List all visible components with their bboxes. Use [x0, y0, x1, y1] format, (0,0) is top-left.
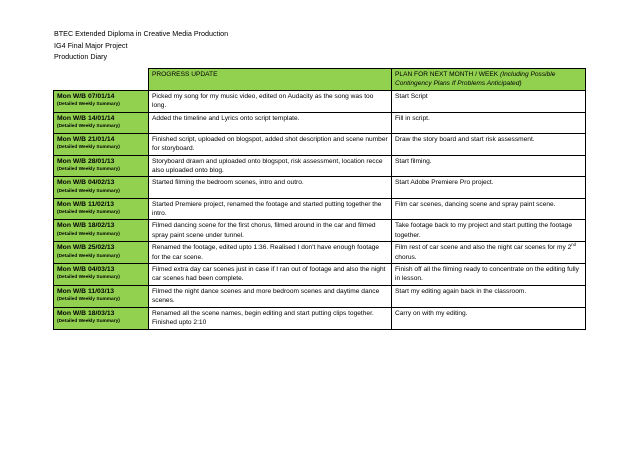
- plan-cell: [392, 242, 586, 264]
- summary-label: (Detailed Weekly Summary): [57, 145, 120, 151]
- progress-cell: Started filming the bedroom scenes, intro and outro.: [149, 177, 392, 198]
- table-row: [54, 155, 586, 177]
- week-date-cell: [54, 155, 149, 177]
- summary-label: (Detailed Weekly Summary): [57, 275, 120, 281]
- table-row: [54, 220, 586, 242]
- week-date: Mon W/B 18/02/13: [57, 222, 115, 230]
- week-date-cell: [54, 264, 149, 286]
- progress-cell: Renamed the footage, edited upto 1:36. Realised I don't have enough footage for the car scene.: [149, 242, 392, 264]
- plan-text-end: chorus.: [395, 253, 417, 261]
- week-date: Mon W/B 14/01/14: [57, 114, 115, 122]
- progress-cell: Started Premiere project, renamed the footage and started putting together the intro.: [149, 198, 392, 220]
- progress-cell: Filmed dancing scene for the first chorus, filmed around in the car and filmed spray paint scene under tunnel.: [149, 220, 392, 242]
- summary-label: (Detailed Weekly Summary): [57, 102, 120, 108]
- week-date-cell: [54, 285, 149, 307]
- plan-cell: Carry on with my editing.: [392, 307, 586, 329]
- summary-label: (Detailed Weekly Summary): [57, 231, 120, 237]
- progress-cell: Added the timeline and Lyrics onto script template.: [149, 112, 392, 133]
- week-date: Mon W/B 07/01/14: [57, 92, 115, 100]
- plan-header: [392, 69, 586, 91]
- project-title: IG4 Final Major Project: [54, 40, 128, 50]
- week-date-cell: [54, 198, 149, 220]
- progress-cell: Picked my song for my music video, edited on Audacity as the song was too long.: [149, 90, 392, 112]
- plan-cell: Start Adobe Premiere Pro project.: [392, 177, 586, 198]
- table-row: [54, 90, 586, 112]
- plan-cell: Fill in script.: [392, 112, 586, 133]
- plan-cell: Start my editing again back in the classroom.: [392, 285, 586, 307]
- table-row: [54, 133, 586, 155]
- week-date-cell: [54, 112, 149, 133]
- summary-label: (Detailed Weekly Summary): [57, 297, 120, 303]
- week-date-cell: [54, 90, 149, 112]
- table-row: [54, 242, 586, 264]
- progress-cell: Finished script, uploaded on blogspot, added shot description and scene number for storyboard.: [149, 133, 392, 155]
- summary-label: (Detailed Weekly Summary): [57, 167, 120, 173]
- week-date-cell: [54, 242, 149, 264]
- week-date: Mon W/B 04/03/13: [57, 266, 115, 274]
- progress-cell: Renamed all the scene names, begin editing and start putting clips together. Finished upto 2:10: [149, 307, 392, 329]
- table-row: [54, 198, 586, 220]
- week-date: Mon W/B 11/02/13: [57, 200, 115, 208]
- week-date-cell: [54, 307, 149, 329]
- plan-cell: Draw the story board and start risk assessment.: [392, 133, 586, 155]
- summary-label: (Detailed Weekly Summary): [57, 210, 120, 216]
- summary-label: (Detailed Weekly Summary): [57, 319, 120, 325]
- week-date: Mon W/B 25/02/13: [57, 244, 115, 252]
- plan-cell: Start Script: [392, 90, 586, 112]
- document-header: [54, 28, 228, 63]
- course-title: BTEC Extended Diploma in Creative Media Production: [54, 29, 229, 38]
- week-date: Mon W/B 21/01/14: [57, 135, 115, 143]
- summary-label: (Detailed Weekly Summary): [57, 253, 120, 259]
- plan-cell: Finish off all the filming ready to concentrate on the editing fully in lesson.: [392, 264, 586, 286]
- progress-update-header: PROGRESS UPDATE: [149, 69, 392, 91]
- week-date-cell: [54, 177, 149, 198]
- progress-cell: Filmed the night dance scenes and more bedroom scenes and daytime dance scenes.: [149, 285, 392, 307]
- plan-cell: Start filming.: [392, 155, 586, 177]
- diary-title: Production Diary: [54, 52, 108, 61]
- plan-cell: Film car scenes, dancing scene and spray paint scene.: [392, 198, 586, 220]
- header-blank-cell: [54, 69, 149, 91]
- week-date-cell: [54, 220, 149, 242]
- plan-text: Film rest of car scene and also the night car scenes for my 2: [395, 244, 572, 252]
- table-row: [54, 112, 586, 133]
- week-date: Mon W/B 28/01/13: [57, 157, 115, 165]
- plan-cell: Take footage back to my project and start putting the footage together.: [392, 220, 586, 242]
- table-row: [54, 177, 586, 198]
- plan-header-note: (Including Possible Contingency Plans If Problems Anticipated): [395, 71, 556, 88]
- plan-header-label: PLAN FOR NEXT MONTH / WEEK: [395, 71, 499, 78]
- summary-label: (Detailed Weekly Summary): [57, 124, 120, 130]
- week-date: Mon W/B 04/02/13: [57, 179, 115, 187]
- week-date: Mon W/B 18/03/13: [57, 309, 115, 317]
- production-diary-table: [53, 68, 586, 330]
- table-row: [54, 264, 586, 286]
- week-date: Mon W/B 11/03/13: [57, 287, 115, 295]
- table-header-row: [54, 69, 586, 91]
- summary-label: (Detailed Weekly Summary): [57, 188, 120, 194]
- table-row: [54, 285, 586, 307]
- week-date-cell: [54, 133, 149, 155]
- table-row: [54, 307, 586, 329]
- progress-cell: Filmed extra day car scenes just in case if I ran out of footage and also the night car scenes had been complete.: [149, 264, 392, 286]
- ordinal-suffix: nd: [571, 242, 576, 248]
- progress-cell: Storyboard drawn and uploaded onto blogspot, risk assessment, location recce also uploaded onto blog.: [149, 155, 392, 177]
